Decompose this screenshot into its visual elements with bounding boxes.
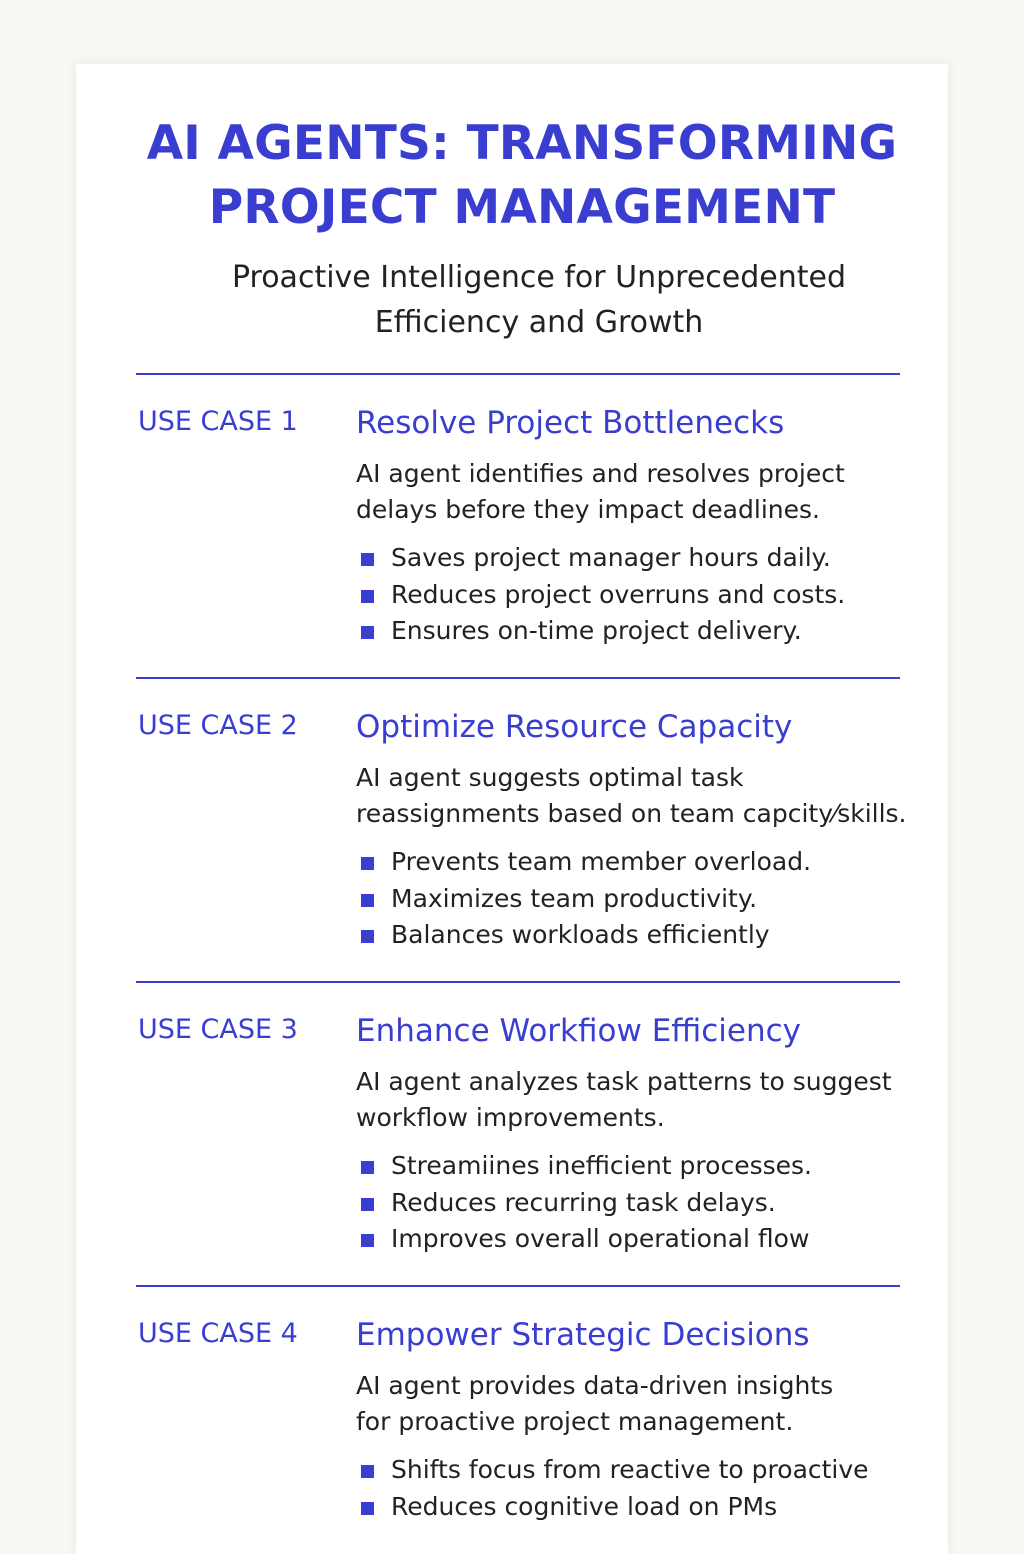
use-case-description: [356, 1368, 1016, 1440]
benefit-text: Improves overall operational flow: [391, 1224, 810, 1253]
description-line: AI agent provides data-driven insights: [356, 1371, 834, 1400]
description-line: workflow improvements.: [356, 1103, 665, 1132]
square-bullet-icon: [361, 894, 374, 907]
description-line: reassignments based on team capcity⁄skills.: [356, 799, 907, 828]
section-divider: [136, 373, 900, 375]
square-bullet-icon: [361, 1234, 374, 1247]
square-bullet-icon: [361, 553, 374, 566]
benefit-text: Reduces recurring task delays.: [391, 1187, 776, 1217]
description-line: delays before they impact deadlines.: [356, 495, 820, 524]
subtitle-line-2: Efficiency and Growth: [374, 305, 704, 340]
benefit-text: Saves project manager hours daily.: [391, 543, 831, 572]
benefit-text: Balances workloads efficiently: [391, 920, 770, 949]
use-case-label: USE CASE 4: [138, 1318, 298, 1349]
use-case-heading: Enhance Workfiow Efficiency: [356, 1013, 802, 1049]
title-line-2: PROJECT MANAGEMENT: [208, 180, 836, 235]
square-bullet-icon: [361, 930, 374, 943]
use-case-label: USE CASE 2: [138, 710, 298, 741]
use-case-label: USE CASE 1: [138, 406, 298, 437]
section-divider: [136, 677, 900, 679]
square-bullet-icon: [361, 626, 374, 639]
description-line: AI agent suggests optimal task: [356, 763, 744, 792]
use-case-description: [356, 1064, 1016, 1136]
use-case-description: [356, 456, 1016, 528]
section-divider: [136, 981, 900, 983]
description-line: AI agent identifies and resolves project: [356, 459, 845, 488]
page-title: [0, 112, 1024, 240]
benefit-text: Reduces cognitive load on PMs: [391, 1491, 778, 1521]
subtitle-line-1: Proactive Intelligence for Unprecedented: [231, 260, 847, 295]
use-case-label: USE CASE 3: [138, 1014, 298, 1045]
benefit-text: Prevents team member overload.: [391, 847, 812, 876]
square-bullet-icon: [361, 1502, 374, 1515]
page-subtitle: [180, 255, 898, 345]
title-line-1: AI AGENTS: TRANSFORMING: [146, 116, 898, 171]
use-case-heading: Empower Strategic Decisions: [356, 1317, 810, 1353]
square-bullet-icon: [361, 1161, 374, 1174]
square-bullet-icon: [361, 1198, 374, 1211]
use-case-heading: Resolve Project Bottlenecks: [356, 405, 785, 441]
square-bullet-icon: [361, 590, 374, 603]
benefit-text: Ensures on-time project delivery.: [391, 616, 802, 645]
benefit-text: Streamiines inefficient processes.: [391, 1151, 812, 1180]
benefit-text: Reduces project overruns and costs.: [391, 579, 846, 609]
use-case-heading: Optimize Resource Capacity: [356, 709, 793, 745]
description-line: for proactive project management.: [356, 1407, 794, 1436]
benefit-text: Shifts focus from reactive to proactive: [391, 1455, 869, 1484]
square-bullet-icon: [361, 857, 374, 870]
description-line: AI agent analyzes task patterns to suggest: [356, 1067, 892, 1096]
use-case-description: [356, 760, 1016, 832]
section-divider: [136, 1285, 900, 1287]
benefit-text: Maximizes team productivity.: [391, 883, 758, 913]
square-bullet-icon: [361, 1465, 374, 1478]
